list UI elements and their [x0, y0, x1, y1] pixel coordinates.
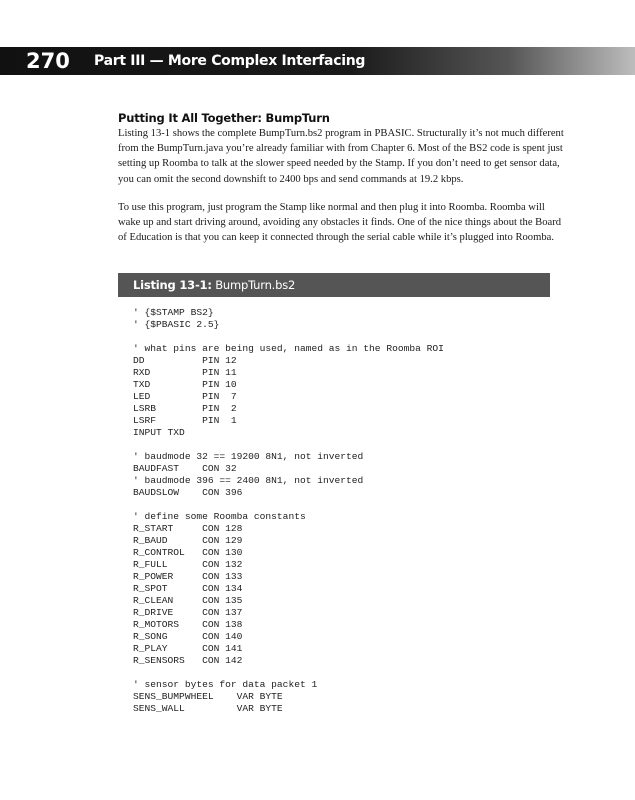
code-line: ' define some Roomba constants [133, 511, 306, 522]
code-line [133, 331, 444, 343]
code-line: RXD PIN 11 [133, 367, 237, 378]
code-line: INPUT TXD [133, 427, 185, 438]
code-line: R_DRIVE CON 137 [133, 607, 243, 618]
code-line: LED PIN 7 [133, 391, 237, 402]
listing-label: Listing 13-1: [133, 278, 212, 292]
code-line [133, 499, 444, 511]
page-number: 270 [26, 49, 70, 73]
code-line: SENS_BUMPWHEEL VAR BYTE [133, 691, 283, 702]
code-line: R_PLAY CON 141 [133, 643, 243, 654]
code-line: SENS_WALL VAR BYTE [133, 703, 283, 714]
code-line: BAUDFAST CON 32 [133, 463, 237, 474]
code-line: R_CLEAN CON 135 [133, 595, 243, 606]
body-paragraph: To use this program, just program the Stamp like normal and then plug it into Roomba. Roomba will wake up and start driving around, avoiding any obstacles it finds. One of the nice things about the Board of Education is that you can keep it connected through the serial cable while it’s plugged into Roomba. [118, 202, 562, 244]
body-paragraph: Listing 13-1 shows the complete BumpTurn.bs2 program in PBASIC. Structurally it’s not much different from the BumpTurn.java you’re already familiar with from Chapter 6. Most of the BS2 code is spent just setting up Roomba to talk at the slower speed needed by the Stamp. If you don’t need to get sensor data, you can omit the second downshift to 2400 bps and send commands at 19.2 kbps. [118, 128, 564, 185]
code-line: LSRF PIN 1 [133, 415, 237, 426]
listing-filename: BumpTurn.bs2 [211, 278, 296, 292]
code-line: R_FULL CON 132 [133, 559, 243, 570]
listing-title [133, 273, 295, 297]
code-line: R_POWER CON 133 [133, 571, 243, 582]
code-line: R_START CON 128 [133, 523, 243, 534]
code-line: DD PIN 12 [133, 355, 237, 366]
code-line [133, 439, 444, 451]
part-title: Part III — More Complex Interfacing [94, 53, 366, 69]
code-line [133, 667, 444, 679]
code-line: R_SONG CON 140 [133, 631, 243, 642]
code-line: ' sensor bytes for data packet 1 [133, 679, 318, 690]
code-line: R_BAUD CON 129 [133, 535, 243, 546]
code-line: R_CONTROL CON 130 [133, 547, 243, 558]
code-listing [133, 307, 444, 715]
code-line: TXD PIN 10 [133, 379, 237, 390]
code-line: ' baudmode 396 == 2400 8N1, not inverted [133, 475, 364, 486]
code-line: R_MOTORS CON 138 [133, 619, 243, 630]
code-line: LSRB PIN 2 [133, 403, 237, 414]
code-line: R_SPOT CON 134 [133, 583, 243, 594]
code-line: ' baudmode 32 == 19200 8N1, not inverted [133, 451, 364, 462]
code-line: R_SENSORS CON 142 [133, 655, 243, 666]
code-line: ' {$STAMP BS2} [133, 307, 214, 318]
code-line: BAUDSLOW CON 396 [133, 487, 243, 498]
code-line: ' what pins are being used, named as in the Roomba ROI [133, 343, 444, 354]
section-heading: Putting It All Together: BumpTurn [118, 111, 330, 125]
code-line: ' {$PBASIC 2.5} [133, 319, 220, 330]
